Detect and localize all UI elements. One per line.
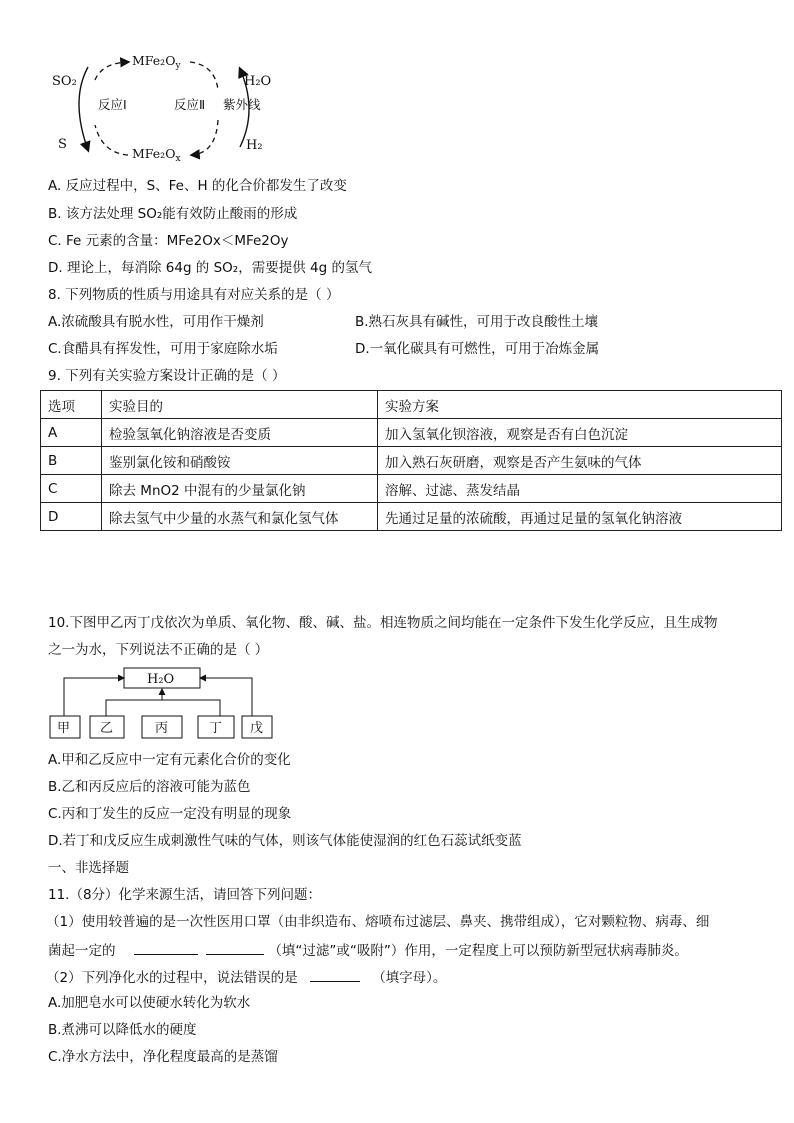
- mfe2oy-subscript: y: [175, 61, 181, 71]
- q11-part1-line1: （1）使用较普遍的是一次性医用口罩（由非织造布、熔喷布过滤层、鼻夹、携带组成），它对颗粒物、病毒、细: [46, 914, 710, 930]
- q11-option-b: B.煮沸可以降低水的硬度: [48, 1022, 197, 1038]
- svg-text:MFe₂Oy: [132, 53, 181, 71]
- dashed-arc-left-top: [95, 62, 128, 80]
- q10-stem-line2: 之一为水，下列说法不正确的是（ ）: [48, 642, 269, 658]
- q11-part1-line2-suffix: （填“过滤”或“吸附”）作用，一定程度上可以预防新型冠状病毒肺炎。: [268, 943, 688, 959]
- q8-option-c: C.食醋具有挥发性，可用于家庭除水垢: [48, 341, 278, 357]
- q8-option-d: D.一氧化碳具有可燃性，可用于冶炼金属: [355, 341, 600, 357]
- q10-option-c: C.丙和丁发生的反应一定没有明显的现象: [48, 806, 292, 822]
- table-cell: 溶解、过滤、蒸发结晶: [378, 475, 782, 503]
- table-cell: 除去 MnO2 中混有的少量氯化钠: [102, 475, 378, 503]
- mfe2ox-label: MFe₂O: [132, 146, 176, 161]
- q10-relation-diagram: [44, 664, 276, 744]
- q10-option-d: D.若丁和戊反应生成刺激性气味的气体，则该气体能使湿润的红色石蕊试纸变蓝: [48, 833, 522, 849]
- table-cell: B: [41, 447, 102, 475]
- dashed-arc-left-bottom: [95, 125, 128, 155]
- table-cell: 除去氢气中少量的水蒸气和氯化氢气体: [102, 503, 378, 531]
- q9-table: [40, 390, 782, 531]
- reaction-1-label: 反应Ⅰ: [98, 97, 127, 112]
- table-cell: 加入熟石灰研磨，观察是否产生氨味的气体: [378, 447, 782, 475]
- q7-option-c: C. Fe 元素的含量：MFe2Ox＜MFe2Oy: [48, 233, 289, 249]
- table-cell: A: [41, 419, 102, 447]
- bracket-jia-bing: [64, 678, 124, 716]
- q11-option-c: C.净水方法中，净化程度最高的是蒸馏: [48, 1049, 278, 1065]
- answer-blank-2[interactable]: [310, 967, 360, 982]
- h2o-label: H₂O: [244, 74, 272, 89]
- dashed-arc-right-bottom: [192, 120, 218, 155]
- table-row: [41, 447, 782, 475]
- q11-part2: [46, 967, 446, 987]
- q11-part1-line2-prefix: 菌起一定的: [48, 943, 116, 959]
- table-cell: 先通过足量的浓硫酸，再通过足量的氢氧化钠溶液: [378, 503, 782, 531]
- box-jia-label: 甲: [57, 721, 71, 736]
- answer-blank-dash: [206, 945, 264, 955]
- answer-blank-1[interactable]: [134, 940, 198, 955]
- q8-option-a: A.浓硫酸具有脱水性，可用作干燥剂: [48, 314, 264, 330]
- q11-part2-prefix: （2）下列净化水的过程中，说法错误的是: [46, 970, 298, 986]
- box-wu-label: 戊: [250, 721, 264, 736]
- q11-stem: 11.（8分）化学来源生活，请回答下列问题：: [48, 887, 322, 903]
- q10-option-b: B.乙和丙反应后的溶液可能为蓝色: [48, 779, 251, 795]
- header-option: 选项: [41, 391, 102, 419]
- left-solid-arc: [79, 67, 88, 150]
- q8-option-b: B.熟石灰具有碱性，可用于改良酸性土壤: [355, 314, 599, 330]
- bracket-yi-ding: [106, 700, 220, 716]
- dashed-arc-right-top: [190, 62, 218, 90]
- q7-option-d: D. 理论上，每消除 64g 的 SO₂，需要提供 4g 的氢气: [48, 260, 372, 276]
- q10-option-a: A.甲和乙反应中一定有元素化合价的变化: [48, 752, 291, 768]
- s-label: S: [58, 137, 67, 152]
- table-cell: C: [41, 475, 102, 503]
- q10-stem-line1: 10.下图甲乙丙丁戊依次为单质、氧化物、酸、碱、盐。相连物质之间均能在一定条件下发生化学反应，且生成物: [48, 615, 718, 631]
- q9-stem: 9. 下列有关实验方案设计正确的是（ ）: [48, 368, 286, 384]
- box-bing-label: 丙: [155, 721, 169, 736]
- table-cell: 检验氢氧化钠溶液是否变质: [102, 419, 378, 447]
- reaction-cycle-diagram: [40, 45, 280, 167]
- box-yi-label: 乙: [100, 721, 114, 736]
- q8-stem: 8. 下列物质的性质与用途具有对应关系的是（ ）: [48, 287, 340, 303]
- so2-label: SO₂: [52, 74, 77, 89]
- q11-part1-line2: [48, 940, 688, 960]
- q11-part2-suffix: （填字母）。: [372, 970, 447, 986]
- mfe2oy-label: MFe₂O: [132, 53, 176, 68]
- table-cell: D: [41, 503, 102, 531]
- table-header-row: [41, 391, 782, 419]
- svg-text:MFe₂Ox: [132, 146, 181, 164]
- table-row: [41, 419, 782, 447]
- q11-option-a: A.加肥皂水可以使硬水转化为软水: [48, 995, 251, 1011]
- q7-option-a: A. 反应过程中，S、Fe、H 的化合价都发生了改变: [48, 178, 347, 194]
- table-cell: 鉴别氯化铵和硝酸铵: [102, 447, 378, 475]
- box-ding-label: 丁: [209, 721, 223, 736]
- reaction-2-label: 反应Ⅱ: [174, 97, 206, 112]
- h2-label: H₂: [246, 138, 263, 153]
- bracket-bing-wu: [200, 678, 252, 716]
- mfe2ox-subscript: x: [175, 154, 181, 164]
- section-title: 一、非选择题: [48, 860, 129, 876]
- table-cell: 加入氢氧化钡溶液，观察是否有白色沉淀: [378, 419, 782, 447]
- header-plan: 实验方案: [378, 391, 782, 419]
- q7-option-b: B. 该方法处理 SO₂能有效防止酸雨的形成: [48, 206, 298, 222]
- header-purpose: 实验目的: [102, 391, 378, 419]
- uv-label: 紫外线: [223, 97, 261, 112]
- h2o-box-label: H₂O: [147, 672, 175, 687]
- table-row: [41, 503, 782, 531]
- table-row: [41, 475, 782, 503]
